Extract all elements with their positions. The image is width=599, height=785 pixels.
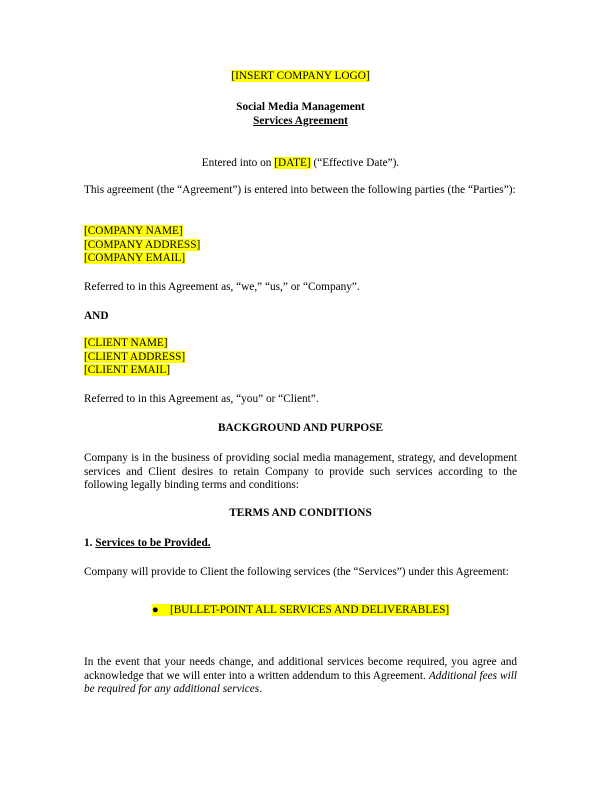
- intro-paragraph: This agreement (the “Agreement”) is entered into between the following parties (the “Parties”):: [84, 184, 516, 196]
- section-1-heading: 1. Services to be Provided.: [84, 537, 211, 549]
- effective-date-line: Entered into on [DATE] (“Effective Date”).: [201, 157, 400, 169]
- change-paragraph: In the event that your needs change, and additional services become required, you agree and acknowledge that we will enter into a written addendum to this Agreement. Additional fees will be required for any additional services.: [84, 656, 517, 695]
- logo-placeholder: [INSERT COMPANY LOGO]: [231, 70, 370, 82]
- client-address: [CLIENT ADDRESS]: [84, 350, 186, 363]
- date-placeholder: [DATE]: [274, 157, 311, 169]
- title-line-2: Services Agreement: [253, 115, 348, 127]
- section-1-paragraph: Company will provide to Client the following services (the “Services”) under this Agreement:: [84, 566, 509, 578]
- company-address: [COMPANY ADDRESS]: [84, 238, 201, 251]
- client-email: [CLIENT EMAIL]: [84, 364, 171, 376]
- bullet-icon: ●: [151, 604, 159, 616]
- client-name: [CLIENT NAME]: [84, 337, 168, 349]
- background-paragraph: Company is in the business of providing social media management, strategy, and development services and Client desires to retain Company to provide such services according to the following legally binding terms and conditions:: [84, 452, 517, 491]
- company-block: [84, 225, 517, 266]
- terms-heading: TERMS AND CONDITIONS: [229, 507, 372, 519]
- company-reference: Referred to in this Agreement as, “we,” “us,” or “Company”.: [84, 281, 360, 293]
- company-email: [COMPANY EMAIL]: [84, 252, 186, 264]
- title-line-1: Social Media Management: [236, 101, 365, 113]
- background-heading: BACKGROUND AND PURPOSE: [217, 422, 384, 434]
- company-name: [COMPANY NAME]: [84, 225, 183, 237]
- client-reference: Referred to in this Agreement as, “you” or “Client”.: [84, 393, 319, 405]
- client-block: [84, 337, 517, 378]
- and-label: AND: [84, 310, 109, 322]
- services-bullet: [84, 604, 517, 618]
- services-placeholder: [BULLET-POINT ALL SERVICES AND DELIVERABLES]: [169, 604, 450, 616]
